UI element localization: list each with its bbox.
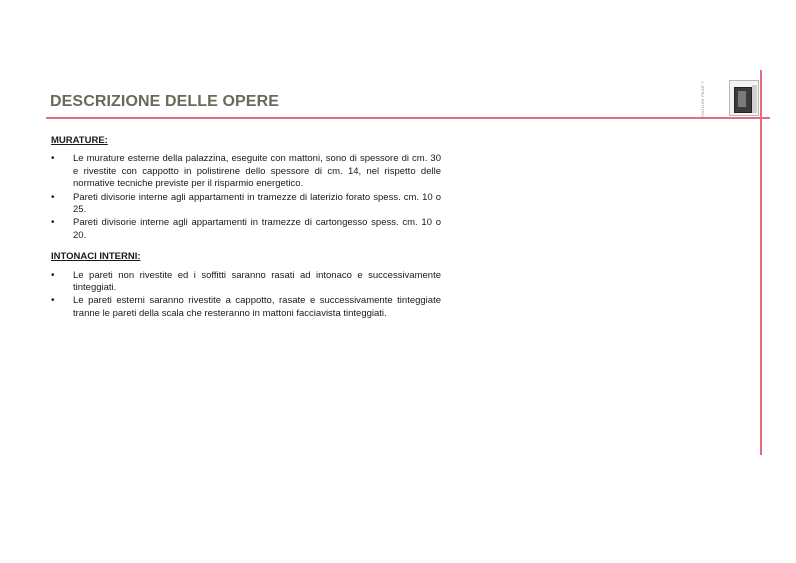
page-title: DESCRIZIONE DELLE OPERE [50, 93, 279, 110]
murature-list [51, 153, 441, 242]
list-item [51, 217, 441, 242]
document-body [51, 135, 441, 321]
list-item-text: Le murature esterne della palazzina, eseguite con mattoni, sono di spessore di cm. 30 e rivestite con cappotto in polistirene dello spessore di cm. 14, nel rispetto delle normative tecniche previste per il risparmio energetico. [73, 153, 441, 190]
list-item [51, 295, 441, 320]
intonaci-list [51, 270, 441, 321]
bullet-icon: • [51, 269, 55, 281]
bullet-icon: • [51, 191, 55, 203]
door-shape [734, 87, 752, 113]
corner-page-label: ENGLISH PAGE 7 [700, 80, 705, 118]
bullet-icon: • [51, 295, 55, 307]
list-item-text: Le pareti esterni saranno rivestite a cappotto, rasate e successivamente tinteggiate tranne le pareti della scala che resteranno in mattoni facciavista tinteggiati. [73, 295, 441, 319]
list-item [51, 192, 441, 217]
section-title-murature: MURATURE: [51, 135, 108, 146]
section-title-intonaci: INTONACI INTERNI: [51, 251, 141, 263]
list-item [51, 153, 441, 190]
margin-divider [760, 70, 762, 455]
door-frame-shape [752, 85, 757, 113]
bullet-icon: • [51, 217, 55, 229]
door-thumbnail-icon [729, 80, 759, 116]
list-item [51, 270, 441, 295]
header-divider [46, 117, 770, 119]
bullet-icon: • [51, 153, 55, 165]
list-item-text: Pareti divisorie interne agli appartamenti in tramezze di cartongesso spess. cm. 10 o 20. [73, 217, 441, 241]
list-item-text: Pareti divisorie interne agli appartamenti in tramezze di laterizio forato spess. cm. 10 o 25. [73, 191, 441, 216]
list-item-text: Le pareti non rivestite ed i soffitti saranno rasati ad intonaco e successivamente tinteggiati. [73, 269, 441, 294]
